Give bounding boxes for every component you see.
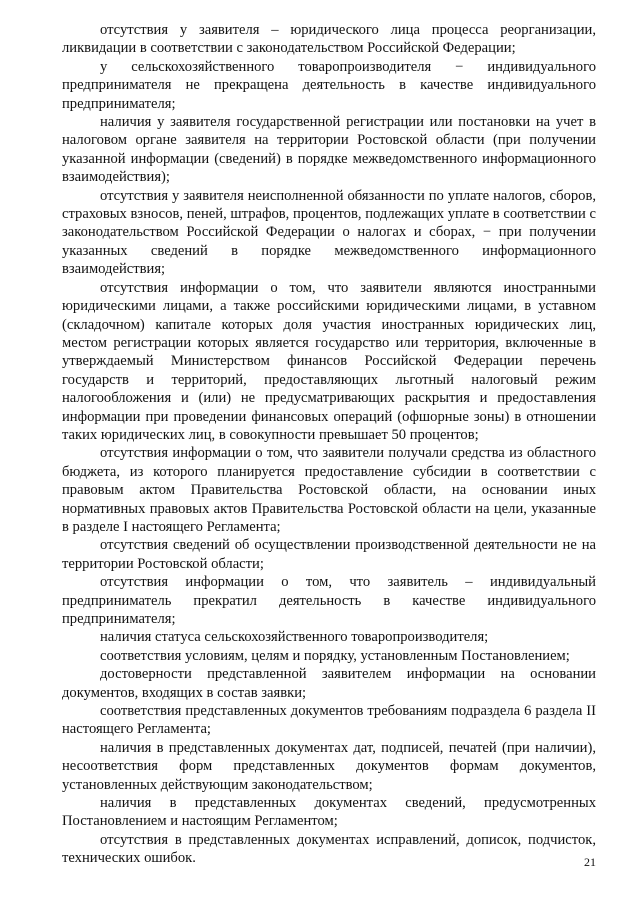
paragraph: наличия в представленных документах сведений, предусмотренных Постановлением и настоящим Регламентом; <box>62 795 596 830</box>
paragraph: наличия статуса сельскохозяйственного товаропроизводителя; <box>100 629 489 646</box>
paragraph: отсутствия у заявителя – юридического лица процесса реорганизации, ликвидации в соответствии с законодательством Российской Федерации; <box>62 22 596 57</box>
paragraph: отсутствия информации о том, что заявители получали средства из областного бюджета, из которого планируется предоставление субсидии в соответствии с правовым актом Правительства Ростовской области, на основании иных нормативных правовых актов Правительства Ростовской области на цели, указанные в разделе I настоящего Регламента; <box>62 445 596 535</box>
paragraph: отсутствия сведений об осуществлении производственной деятельности не на территории Ростовской области; <box>62 537 596 572</box>
body-text <box>62 21 596 868</box>
page-number: 21 <box>584 855 596 869</box>
paragraph: отсутствия у заявителя неисполненной обязанности по уплате налогов, сборов, страховых взносов, пеней, штрафов, процентов, подлежащих уплате в соответствии с законодательством Российской Федерации о налогах и сборах, − при получении указанных сведений в порядке межведомственного информационного взаимодействия; <box>62 187 596 278</box>
paragraph: отсутствия информации о том, что заявители являются иностранными юридическими лицами, а также российскими юридическими лицами, в уставном (складочном) капитале которых доля участия иностранных юридических лиц, местом регистрации которых является государство или территория, включенные в утверждаемый Министерством финансов Российской Федерации перечень государств и территорий, предоставляющих льготный налоговый режим налогообложения и (или) не предусматривающих раскрытия и предоставления информации при проведении финансовых операций (офшорные зоны) в отношении таких юридических лиц, в совокупности превышает 50 процентов; <box>62 279 596 443</box>
paragraph: наличия у заявителя государственной регистрации или постановки на учет в налоговом органе заявителя на территории Ростовской области (при получении указанной информации (сведений) в порядке межведомственного информационного взаимодействия); <box>62 114 596 186</box>
paragraph: достоверности представленной заявителем информации на основании документов, входящих в состав заявки; <box>62 666 596 701</box>
paragraph: соответствия представленных документов требованиям подраздела 6 раздела II настоящего Регламента; <box>62 703 596 738</box>
paragraph: у сельскохозяйственного товаропроизводителя − индивидуального предпринимателя не прекращена деятельность в качестве индивидуального предпринимателя; <box>62 58 596 112</box>
paragraph: отсутствия в представленных документах исправлений, дописок, подчисток, технических ошибок. <box>62 831 596 867</box>
paragraph: наличия в представленных документах дат, подписей, печатей (при наличии), несоответствия форм представленных документов формам документов, установленных действующим законодательством; <box>62 739 596 793</box>
paragraph: отсутствия информации о том, что заявитель – индивидуальный предприниматель прекратил деятельность в качестве индивидуального предпринимателя; <box>62 574 596 627</box>
paragraph: соответствия условиям, целям и порядку, установленным Постановлением; <box>100 647 570 664</box>
